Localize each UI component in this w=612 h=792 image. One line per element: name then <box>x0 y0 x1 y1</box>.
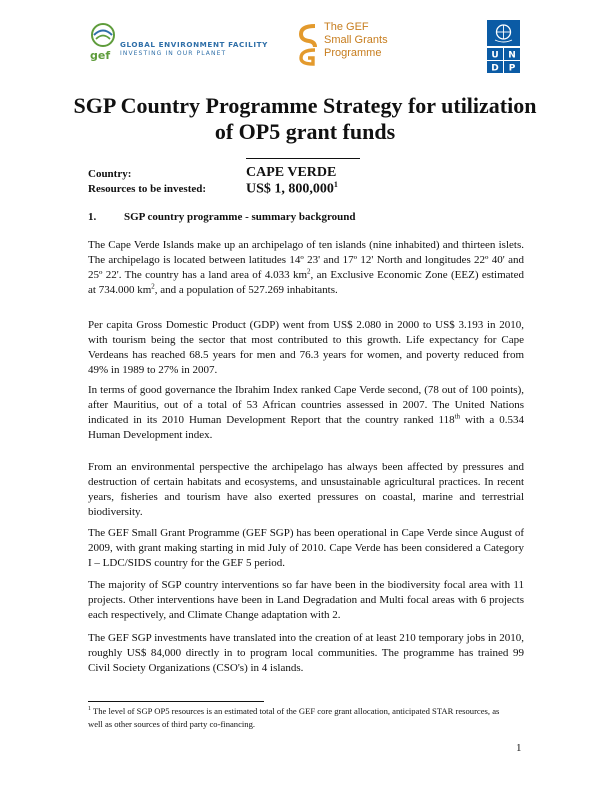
p1-text-a: The Cape Verde Islands make up an archipelago of ten islands (nine inhabited) and thirteen islets. The archipelago is located between latitudes 14º 23' and 17º 12' North and longitudes 22º 40' and 25º 22'. The country has a land area of 4.033 km <box>88 239 524 281</box>
p1-sup-2: 2 <box>151 282 155 291</box>
sgp-logo-line-3: Programme <box>324 47 382 59</box>
p3-text-a: In terms of good governance the Ibrahim Index ranked Cape Verde second, (78 out of 100 points), after Mauritius, out of a total of 53 African countries assessed in 2007. The United Nations indicated in its 2010 Human Development Report that the country ranked 118 <box>88 384 524 426</box>
document-title-line-2: of OP5 grant funds <box>214 119 396 144</box>
section-title: SGP country programme - summary background <box>124 211 356 223</box>
paragraph-interventions: The majority of SGP country interventions so far have been in the biodiversity focal area with 11 projects. Other interventions have been in Land Degradation and Multi focal areas with 6 projects each respectively, and Climate Change adaptation with 2. <box>88 579 524 621</box>
paragraph-governance <box>88 383 524 443</box>
document-title-line-1: SGP Country Programme Strategy for utilization <box>73 93 537 118</box>
country-value: CAPE VERDE <box>246 165 337 180</box>
p1-sup-1: 2 <box>307 267 311 276</box>
footnote <box>88 705 508 731</box>
document-title <box>60 93 550 145</box>
title-divider <box>246 158 360 159</box>
sgp-logo-line-2: Small Grants <box>324 34 388 46</box>
page-number: 1 <box>516 742 522 754</box>
resources-value <box>246 180 338 198</box>
p1-text-c: , and a population of 527.269 inhabitants. <box>154 284 338 296</box>
undp-letter-d: D <box>491 63 499 74</box>
p3-text-b: with a 0.534 Human Development index. <box>88 414 524 441</box>
paragraph-sgp-operations: The GEF Small Grant Programme (GEF SGP) has been operational in Cape Verde since August of 2009, with grant making starting in mid July of 2010. Cape Verde has been considered a Category I – LDC/SIDS country for the GEF 5 period. <box>88 527 524 569</box>
paragraph-geography <box>88 238 524 298</box>
section-heading <box>88 211 356 223</box>
gef-globe-icon <box>88 22 118 52</box>
sgp-logo-line-1: The GEF <box>324 21 369 33</box>
gef-logo-tagline: INVESTING IN OUR PLANET <box>120 50 227 57</box>
gef-logo <box>88 22 288 68</box>
paragraph-environment: From an environmental perspective the archipelago has always been affected by pressures and destruction of certain habitats and ecosystems, and unsustainable agricultural practices. In recent years, fisheries and tourism have also exerted pressures on coastal, marine and terrestrial biodiversity. <box>88 461 524 518</box>
resources-footnote-ref: 1 <box>333 180 338 189</box>
gef-logo-name: GLOBAL ENVIRONMENT FACILITY <box>120 40 268 49</box>
undp-letter-n: N <box>508 50 516 61</box>
resources-amount: US$ 1, 800,000 <box>246 181 334 197</box>
undp-logo <box>487 20 520 74</box>
p3-sup: th <box>454 412 461 421</box>
resources-label: Resources to be invested: <box>88 183 207 195</box>
paragraph-investments: The GEF SGP investments have translated into the creation of at least 210 temporary jobs in 2010, roughly US$ 84,000 directly in to program local communities. The programme has trained 99 Civil Society Organizations (CSO's) in 4 islands. <box>88 632 524 674</box>
footnote-divider <box>88 701 264 702</box>
footnote-text: The level of SGP OP5 resources is an estimated total of the GEF core grant allocation, anticipated STAR resources, as well as other sources of third party co-financing. <box>88 706 500 729</box>
section-number: 1. <box>88 211 97 223</box>
paragraph-gdp: Per capita Gross Domestic Product (GDP) went from US$ 2.080 in 2000 to US$ 3.193 in 2010, with tourism being the sector that most contributed to this growth. Life expectancy for Cape Verdeans has reached 68.5 years for men and 76.3 years for women, and poverty reduced from 49% in 1989 to 27% in 2007. <box>88 319 524 376</box>
gef-logo-word: gef <box>90 49 111 62</box>
sgp-logo <box>297 18 407 70</box>
undp-letter-p: P <box>508 63 516 74</box>
p1-text-b: , an Exclusive Economic Zone (EEZ) estimated at 734.000 km <box>88 269 524 296</box>
country-label: Country: <box>88 168 132 180</box>
sgp-mark-icon <box>297 22 319 68</box>
footnote-number: 1 <box>88 706 91 713</box>
undp-letter-u: U <box>491 50 499 61</box>
